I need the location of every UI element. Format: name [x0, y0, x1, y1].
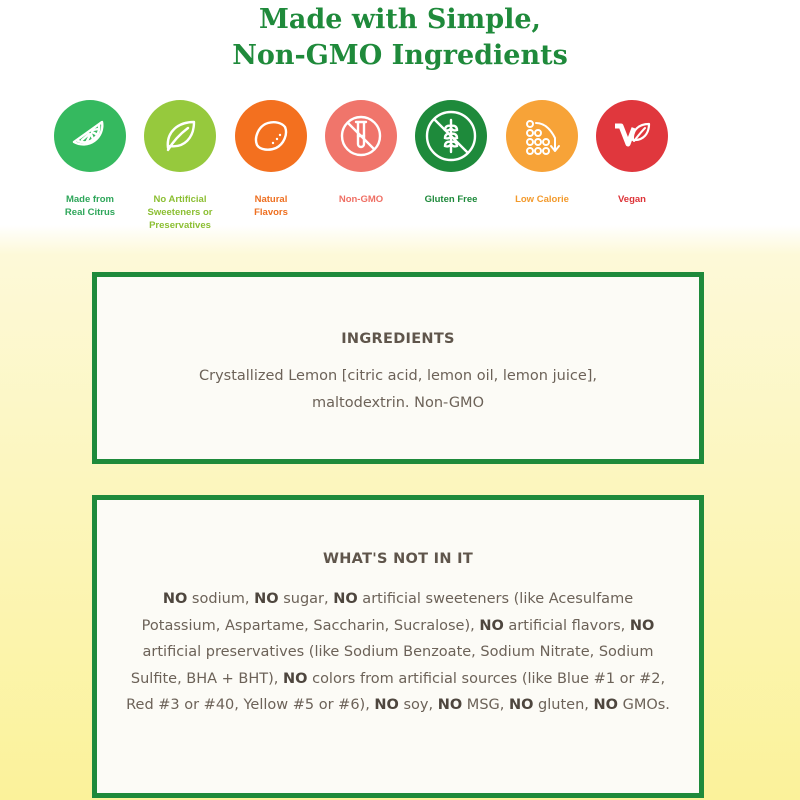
vegan-v-leaf-icon	[596, 100, 668, 172]
ingredients-heading: INGREDIENTS	[341, 331, 455, 347]
ingredients-panel	[92, 272, 704, 464]
low-calorie-icon	[506, 100, 578, 172]
badge-label: Low Calorie	[515, 194, 569, 205]
lemon-icon	[235, 100, 307, 172]
citrus-slice-icon	[54, 100, 126, 172]
no-gmo-test-tube-icon	[325, 100, 397, 172]
badge-label: No Artificial Sweeteners or Preservatives	[147, 194, 213, 231]
badge-vegan	[577, 100, 687, 206]
badge-label: Natural Flavors	[254, 194, 288, 218]
title-line-1: Made with Simple,	[259, 4, 541, 35]
badge-label: Gluten Free	[424, 194, 478, 205]
not-in-it-heading: WHAT'S NOT IN IT	[322, 551, 474, 567]
not-in-it-text: NO sodium, NO sugar, NO artificial sweeteners (like Acesulfame Potassium, Aspartame, Saccharin, Sucralose), NO artificial flavors, NO artificial preservatives (like Sodium Benzoate, Sodium Nitrate, Sodium Sulfite, BHA + BHT), NO colors from artificial sources (like Blue #1 or #2, Red #3 or #40, Yellow #5 or #6), NO soy, NO MSG, NO gluten, NO GMOs.	[126, 591, 670, 713]
badge-label: Non-GMO	[338, 194, 384, 205]
badge-label: Vegan	[618, 194, 646, 205]
ingredients-line-1: Crystallized Lemon [citric acid, lemon oil, lemon juice],	[198, 368, 598, 384]
badge-label: Made from Real Citrus	[64, 194, 116, 218]
leaf-icon	[144, 100, 216, 172]
badge-row	[54, 100, 746, 240]
no-wheat-icon	[415, 100, 487, 172]
ingredients-line-2: maltodextrin. Non-GMO	[312, 394, 484, 411]
not-in-it-panel	[92, 495, 704, 798]
page-title	[0, 2, 800, 74]
title-line-2: Non-GMO Ingredients	[232, 40, 568, 71]
ingredients-text	[97, 363, 699, 416]
